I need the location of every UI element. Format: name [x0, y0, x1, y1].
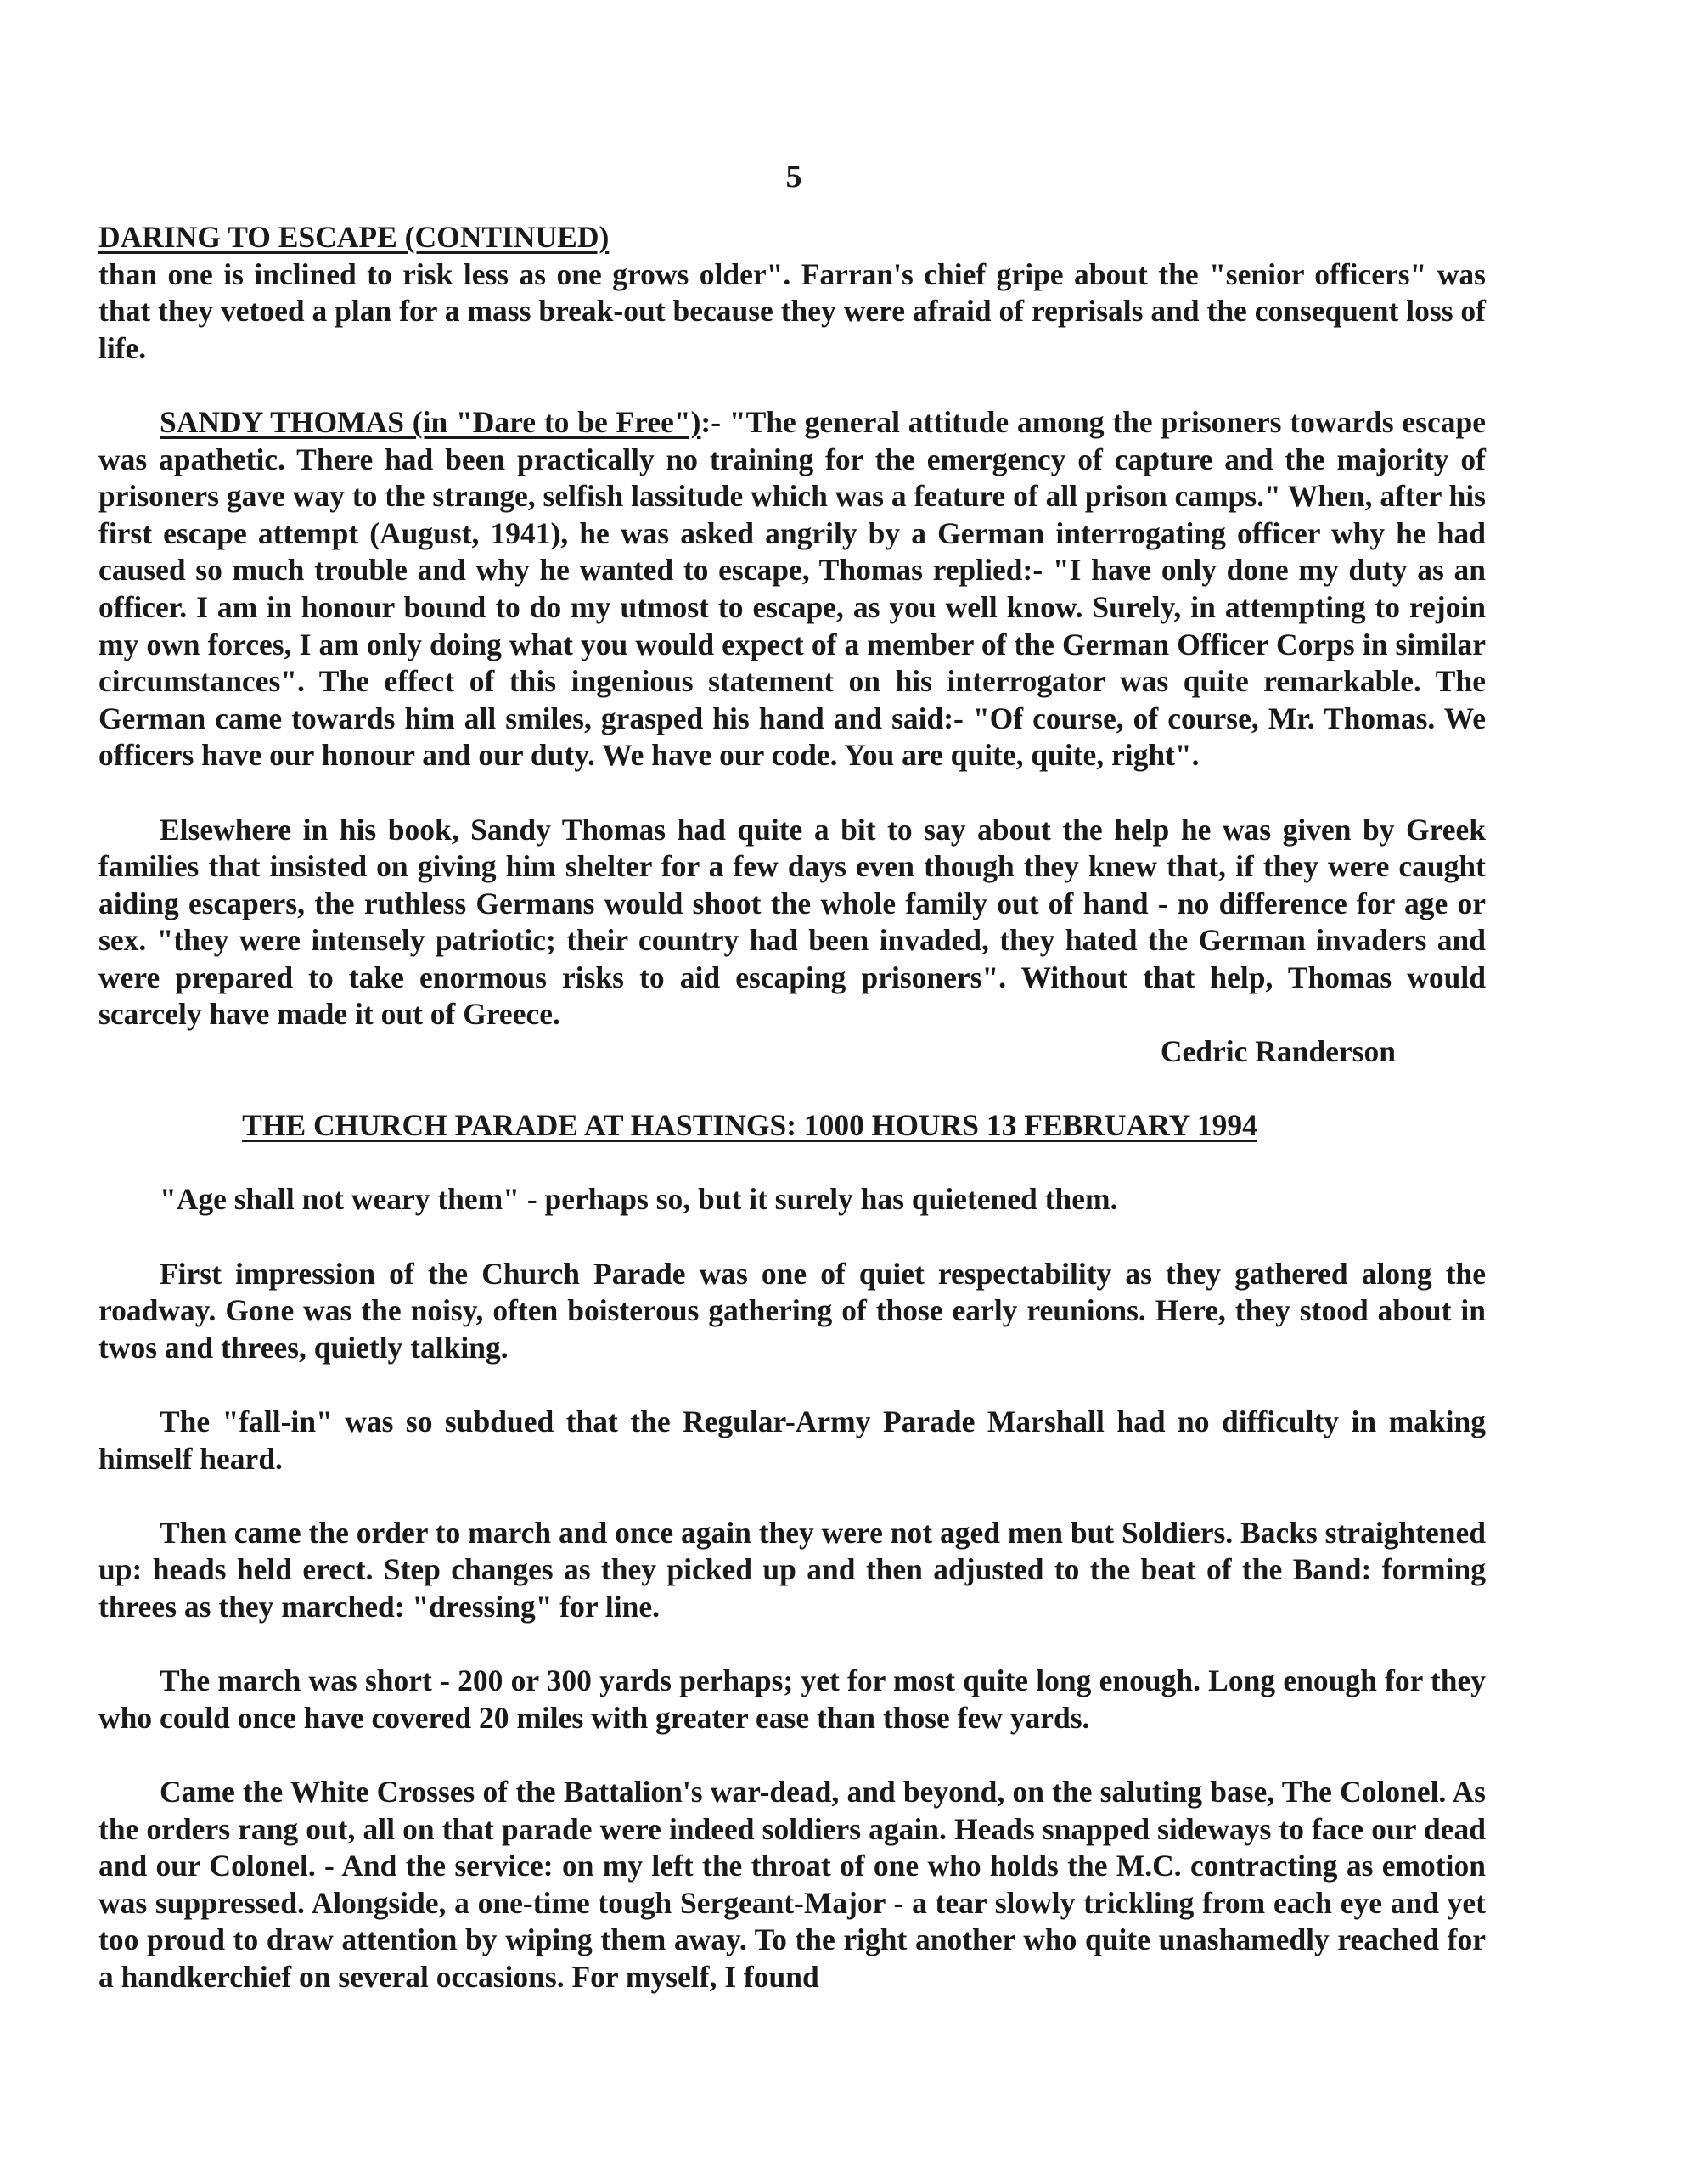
paragraph-farran: than one is inclined to risk less as one grows older". Farran's chief gripe about the "senior officers" was that they vetoed a plan for a mass break-out because they were afraid of reprisals and the consequent loss of life. — [98, 256, 1486, 365]
paragraph-white-crosses: Came the White Crosses of the Battalion's war-dead, and beyond, on the saluting base, The Colonel. As the orders rang out, all on that parade were indeed soldiers again. Heads snapped sideways to face our dead and our Colonel. - And the service: on my left the throat of one who holds the M.C. contracting as emotion was suppressed. Alongside, a one-time tough Sergeant-Major - a tear slowly trickling from each eye and yet too proud to draw attention by wiping them away. To the right another who quite unashamedly reached for a handkerchief on several occasions. For myself, I found — [98, 1774, 1486, 1994]
paragraph-order-to-march: Then came the order to march and once again they were not aged men but Soldiers. Backs straightened up: heads held erect. Step changes as they picked up and then adjusted to the beat of the Band: forming threes as they marched: "dressing" for line. — [98, 1515, 1486, 1624]
paragraph-first-impression: First impression of the Church Parade was one of quiet respectability as they gathered along the roadway. Gone was the noisy, often boisterous gathering of those early reunions. Here, they stood about in twos and threes, quietly talking. — [98, 1256, 1486, 1365]
paragraph-sandy-thomas-text: :- "The general attitude among the prisoners towards escape was apathetic. There had been practically no training for the emergency of capture and the majority of prisoners gave way to the strange, selfish lassitude which was a feature of all prison camps." When, after his first escape attempt (August, 1941), he was asked angrily by a German interrogating officer why he had caused so much trouble and why he wanted to escape, Thomas replied:- "I have only done my duty as an officer. I am in honour bound to do my utmost to escape, as you well know. Surely, in attempting to rejoin my own forces, I am only doing what you would expect of a member of the German Officer Corps in similar circumstances". The effect of this ingenious statement on his interrogator was quite remarkable. The German came towards him all smiles, grasped his hand and said:- "Of course, of course, Mr. Thomas. We officers have our honour and our duty. We have our code. You are quite, quite, right". — [98, 404, 1486, 773]
paragraph-sandy-thomas — [98, 404, 1486, 774]
paragraph-fall-in: The "fall-in" was so subdued that the Regular-Army Parade Marshall had no difficulty in making himself heard. — [98, 1404, 1486, 1476]
paragraph-age-shall-not-weary: "Age shall not weary them" - perhaps so, but it surely has quietened them. — [160, 1182, 1118, 1217]
section-heading-church-parade: THE CHURCH PARADE AT HASTINGS: 1000 HOURS 13 FEBRUARY 1994 — [242, 1108, 1257, 1143]
page-content — [98, 219, 1486, 2033]
section-heading-daring-to-escape: DARING TO ESCAPE (CONTINUED) — [98, 220, 610, 254]
paragraph-greek-families: Elsewhere in his book, Sandy Thomas had quite a bit to say about the help he was given by Greek families that insisted on giving him shelter for a few days even though they knew that, if they were caught aiding escapers, the ruthless Germans would shoot the whole family out of hand - no difference for age or sex. "they were intensely patriotic; their country had been invaded, they hated the German invaders and were prepared to take enormous risks to aid escaping prisoners". Without that help, Thomas would scarcely have made it out of Greece. — [98, 812, 1486, 1032]
page-number: 5 — [785, 159, 802, 194]
paragraph-march-was-short: The march was short - 200 or 300 yards perhaps; yet for most quite long enough. Long enough for they who could once have covered 20 miles with greater ease than those few yards. — [98, 1663, 1486, 1735]
author-signature: Cedric Randerson — [1160, 1034, 1396, 1069]
inline-heading-sandy-thomas: SANDY THOMAS (in "Dare to be Free") — [160, 404, 701, 439]
